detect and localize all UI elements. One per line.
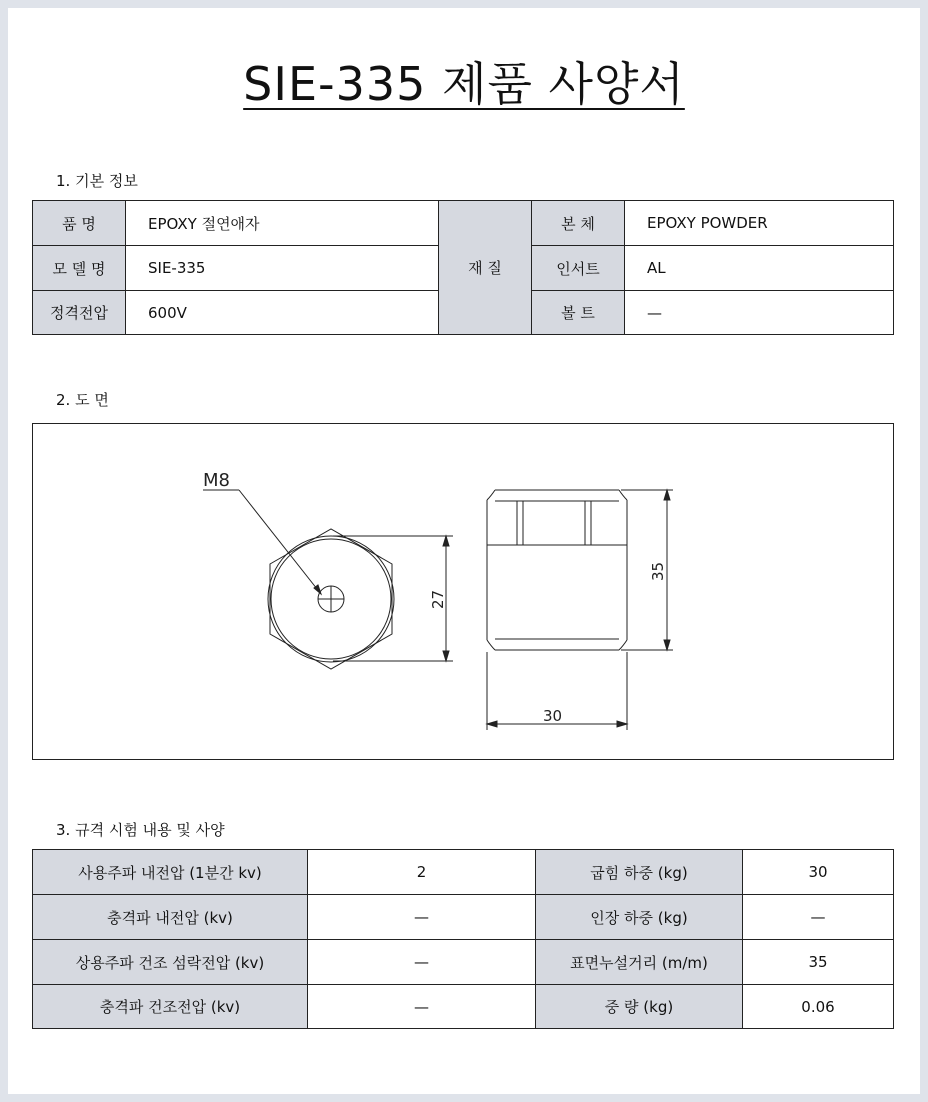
product-name-value: EPOXY 절연애자 — [126, 201, 439, 246]
dim-width-label: 30 — [543, 707, 563, 725]
spec-label: 인장 하중 (kg) — [536, 895, 743, 940]
table-row — [33, 940, 894, 985]
rated-voltage-label: 정격전압 — [33, 291, 126, 335]
material-label: 재 질 — [439, 201, 532, 335]
model-name-value: SIE-335 — [126, 246, 439, 291]
section2-heading: 2. 도 면 — [56, 391, 109, 409]
bolt-value: — — [625, 291, 894, 335]
spec-value: — — [308, 895, 536, 940]
spec-label: 굽힘 하중 (kg) — [536, 850, 743, 895]
spec-label: 충격파 건조전압 (kv) — [33, 985, 308, 1029]
spec-value: — — [743, 895, 894, 940]
spec-label: 상용주파 건조 섬락전압 (kv) — [33, 940, 308, 985]
dim-diameter-label: 27 — [429, 589, 447, 609]
basic-info-table — [32, 200, 894, 335]
spec-label: 중 량 (kg) — [536, 985, 743, 1029]
insert-label: 인서트 — [532, 246, 625, 291]
body-label: 본 체 — [532, 201, 625, 246]
title-text: SIE-335 제품 사양서 — [243, 57, 685, 111]
section1-heading: 1. 기본 정보 — [56, 172, 138, 190]
spec-value: 30 — [743, 850, 894, 895]
spec-value: — — [308, 985, 536, 1029]
section3-heading: 3. 규격 시험 내용 및 사양 — [56, 821, 225, 839]
body-value: EPOXY POWDER — [625, 201, 894, 246]
product-name-label: 품 명 — [33, 201, 126, 246]
insert-value: AL — [625, 246, 894, 291]
spec-value: 2 — [308, 850, 536, 895]
technical-drawing — [33, 424, 893, 759]
thread-label: M8 — [203, 470, 230, 491]
spec-test-table — [32, 849, 894, 1029]
spec-label: 사용주파 내전압 (1분간 kv) — [33, 850, 308, 895]
table-row — [33, 985, 894, 1029]
drawing-frame — [32, 423, 894, 760]
spec-label: 충격파 내전압 (kv) — [33, 895, 308, 940]
spec-value: 0.06 — [743, 985, 894, 1029]
dim-height-label: 35 — [649, 561, 667, 581]
document-title — [8, 48, 920, 114]
bolt-label: 볼 트 — [532, 291, 625, 335]
table-row — [33, 850, 894, 895]
rated-voltage-value: 600V — [126, 291, 439, 335]
spec-value: — — [308, 940, 536, 985]
spec-value: 35 — [743, 940, 894, 985]
model-name-label: 모 델 명 — [33, 246, 126, 291]
table-row — [33, 895, 894, 940]
spec-label: 표면누설거리 (m/m) — [536, 940, 743, 985]
document-page — [8, 8, 920, 1094]
